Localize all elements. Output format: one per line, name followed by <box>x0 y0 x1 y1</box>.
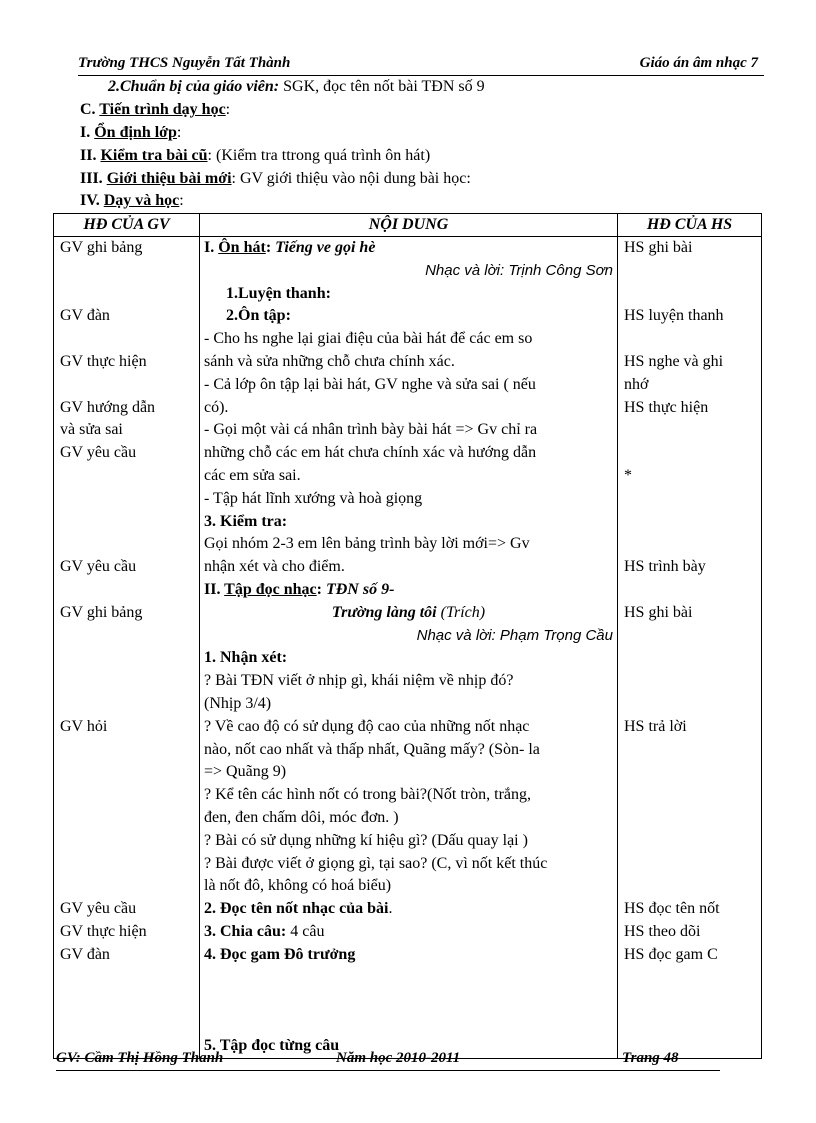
content-line: - Tập hát lĩnh xướng và hoà giọng <box>204 489 423 507</box>
hs-activity <box>622 670 757 693</box>
content-line: là nốt đô, không có hoá biểu) <box>204 877 392 895</box>
header-hs: HĐ CỦA HS <box>618 214 762 237</box>
gv-activity <box>58 625 195 648</box>
content-line: II. Tập đọc nhạc: TĐN số 9- <box>204 580 395 598</box>
gv-activity: GV ghi bảng <box>60 239 143 256</box>
content-line: 2. Đọc tên nốt nhạc của bài. <box>204 900 393 918</box>
content-line: có). <box>204 398 229 416</box>
gv-activity <box>58 739 195 762</box>
teacher-prep-label: 2.Chuẩn bị của giáo viên: <box>108 78 280 95</box>
content-line: nào, nốt cao nhất và thấp nhất, Quãng mấy? (Sòn- la <box>204 740 540 758</box>
section-rest: : <box>176 124 182 141</box>
section-iv <box>80 192 184 210</box>
song-title: TĐN số 9- <box>325 580 395 598</box>
song-title: Tiếng ve gọi hè <box>275 239 376 256</box>
lesson-table <box>53 213 762 1059</box>
hs-activity <box>622 693 757 716</box>
hs-activity <box>622 853 757 876</box>
gv-activity <box>58 853 195 876</box>
gv-activity <box>58 647 195 670</box>
gv-activity <box>58 807 195 830</box>
hs-activity <box>622 328 757 351</box>
content-line: những chỗ các em hát chưa chính xác và hướng dẫn <box>204 444 537 462</box>
content-line: 1. Nhận xét: <box>204 649 288 667</box>
gv-activity: GV yêu cầu <box>60 444 137 462</box>
gv-activity: GV yêu cầu <box>60 558 137 576</box>
content-line: 5. Tập đọc từng câu <box>204 1036 340 1054</box>
header-gv: HĐ CỦA GV <box>54 214 200 237</box>
gv-activity: GV đàn <box>60 945 110 963</box>
school-year: Năm học 2010-2011 <box>336 1050 461 1066</box>
content-line: I. Ôn hát: Tiếng ve gọi hè <box>204 239 376 256</box>
section-title: Giới thiệu bài mới <box>106 170 232 187</box>
section-i <box>80 124 181 142</box>
content-line: => Quãng 9) <box>204 763 287 781</box>
gv-activity <box>58 328 195 351</box>
section-title: Dạy và học <box>103 192 180 209</box>
gv-activity: và sửa sai <box>60 421 123 439</box>
hs-activity: HS đọc tên nốt <box>624 900 720 918</box>
section-title: Tiến trình dạy học <box>99 101 226 118</box>
hs-activity <box>622 511 757 534</box>
gv-activity <box>58 533 195 556</box>
content-line: ? Kể tên các hình nốt có trong bài?(Nốt tròn, trắng, <box>204 786 531 804</box>
hs-activity <box>622 967 757 990</box>
hs-activity <box>622 579 757 602</box>
content-line: 2.Ôn tập: <box>226 307 291 325</box>
page-header <box>78 55 764 77</box>
hs-activity <box>622 533 757 556</box>
content-line: Nhạc và lời: Trịnh Công Sơn <box>425 261 613 279</box>
content-line: sánh và sửa những chỗ chưa chính xác. <box>204 352 455 370</box>
content-line: ? Bài TĐN viết ở nhịp gì, khái niệm về nhịp đó? <box>204 672 514 690</box>
hs-activity <box>622 260 757 283</box>
hs-activity <box>622 875 757 898</box>
content-line: Gọi nhóm 2-3 em lên bảng trình bày lời mới=> Gv <box>204 535 530 553</box>
hs-activity <box>622 807 757 830</box>
hs-activity: HS đọc gam C <box>624 945 718 963</box>
content-line: các em sửa sai. <box>204 466 301 484</box>
hs-activity: HS trả lời <box>624 717 687 735</box>
gv-activity <box>58 875 195 898</box>
hs-activity <box>622 488 757 511</box>
content-line: Trường làng tôi (Trích) <box>331 603 486 621</box>
gv-activity <box>58 283 195 306</box>
gv-activity <box>58 693 195 716</box>
content-line: đen, đen chấm dôi, móc đơn. ) <box>204 808 399 826</box>
section-num: III. <box>80 170 107 187</box>
subject-name: Giáo án âm nhạc 7 <box>639 55 758 71</box>
table-body-row <box>54 237 762 1059</box>
content-line: - Gọi một vài cá nhân trình bày bài hát => Gv chỉ ra <box>204 421 538 439</box>
footer-rule <box>56 1070 720 1071</box>
gv-activity <box>58 260 195 283</box>
section-iii <box>80 170 471 188</box>
gv-activity: GV yêu cầu <box>60 900 137 918</box>
gv-activity <box>58 830 195 853</box>
teacher-name: GV: Cầm Thị Hồng Thanh <box>56 1050 224 1066</box>
page-footer <box>56 1050 720 1072</box>
hs-activity <box>622 761 757 784</box>
hs-activity: HS theo dõi <box>624 922 701 940</box>
gv-activity: GV thực hiện <box>60 352 147 370</box>
gv-activity <box>58 488 195 511</box>
hs-activity: * <box>624 466 632 484</box>
gv-activity <box>58 670 195 693</box>
section-title: Ổn định lớp <box>94 124 177 141</box>
gv-activity-column <box>54 237 200 1059</box>
teacher-prep <box>108 78 485 96</box>
content-line: nhận xét và cho điểm. <box>204 558 345 576</box>
teacher-prep-text: SGK, đọc tên nốt bài TĐN số 9 <box>279 78 485 95</box>
content-line: - Cả lớp ôn tập lại bài hát, GV nghe và sửa sai ( nếu <box>204 375 536 393</box>
hs-activity: HS nghe và ghi <box>624 352 724 370</box>
content-line <box>204 967 613 990</box>
gv-activity <box>58 579 195 602</box>
content-line: ? Về cao độ có sử dụng độ cao của những nốt nhạc <box>204 717 530 735</box>
gv-activity: GV đàn <box>60 307 110 325</box>
section-c <box>80 101 230 119</box>
section-num: I. <box>80 124 95 141</box>
school-name: Trường THCS Nguyễn Tất Thành <box>78 55 291 71</box>
content-line: 4. Đọc gam Đô trưởng <box>204 945 356 963</box>
content-line: 3. Kiểm tra: <box>204 512 288 530</box>
hs-activity <box>622 283 757 306</box>
content-line: ? Bài có sử dụng những kí hiệu gì? (Dấu quay lại ) <box>204 831 528 849</box>
content-line <box>204 989 613 1012</box>
gv-activity <box>58 374 195 397</box>
gv-activity: GV hỏi <box>60 717 108 735</box>
content-line: 1.Luyện thanh: <box>226 284 331 302</box>
hs-activity <box>622 625 757 648</box>
hs-activity <box>622 989 757 1012</box>
gv-activity <box>58 989 195 1012</box>
section-rest: : <box>179 192 184 209</box>
section-title: Kiểm tra bài cũ <box>100 147 208 164</box>
content-line: 3. Chia câu: 4 câu <box>204 922 325 940</box>
hs-activity: HS ghi bài <box>624 603 693 621</box>
hs-activity-column <box>618 237 762 1059</box>
hs-activity: HS thực hiện <box>624 398 709 416</box>
section-rest: : GV giới thiệu vào nội dung bài học: <box>231 170 471 187</box>
gv-activity: GV thực hiện <box>60 922 147 940</box>
hs-activity <box>622 830 757 853</box>
header-rule <box>78 75 764 76</box>
hs-activity <box>622 1012 757 1035</box>
content-line: (Nhịp 3/4) <box>204 694 272 712</box>
hs-activity <box>622 647 757 670</box>
gv-activity <box>58 784 195 807</box>
gv-activity <box>58 511 195 534</box>
section-num: II. <box>80 147 101 164</box>
content-line: ? Bài được viết ở giọng gì, tại sao? (C, vì nốt kết thúc <box>204 854 548 872</box>
gv-activity <box>58 1012 195 1035</box>
hs-activity: nhớ <box>624 375 649 393</box>
hs-activity: HS ghi bài <box>624 239 693 256</box>
hs-activity: HS luyện thanh <box>624 307 724 325</box>
content-line: Nhạc và lời: Phạm Trọng Cầu <box>416 626 613 644</box>
hs-activity: HS trình bày <box>624 558 706 576</box>
gv-activity: GV hướng dẫn <box>60 398 156 416</box>
page-number: Trang 48 <box>622 1050 679 1066</box>
table-header-row <box>54 214 762 237</box>
section-num: IV. <box>80 192 104 209</box>
hs-activity <box>622 442 757 465</box>
hs-activity <box>622 739 757 762</box>
section-num: C. <box>80 101 100 118</box>
gv-activity <box>58 967 195 990</box>
gv-activity <box>58 465 195 488</box>
content-line <box>204 1012 613 1035</box>
content-column <box>200 237 618 1059</box>
section-rest: : (Kiểm tra ttrong quá trình ôn hát) <box>207 147 431 164</box>
content-line: - Cho hs nghe lại giai điệu của bài hát để các em so <box>204 330 533 348</box>
song-title: Trường làng tôi <box>331 603 437 621</box>
hs-activity <box>622 784 757 807</box>
section-rest: : <box>225 101 231 118</box>
section-ii <box>80 147 430 165</box>
header-content: NỘI DUNG <box>200 214 618 237</box>
gv-activity: GV ghi bảng <box>60 603 143 621</box>
hs-activity <box>622 419 757 442</box>
gv-activity <box>58 761 195 784</box>
